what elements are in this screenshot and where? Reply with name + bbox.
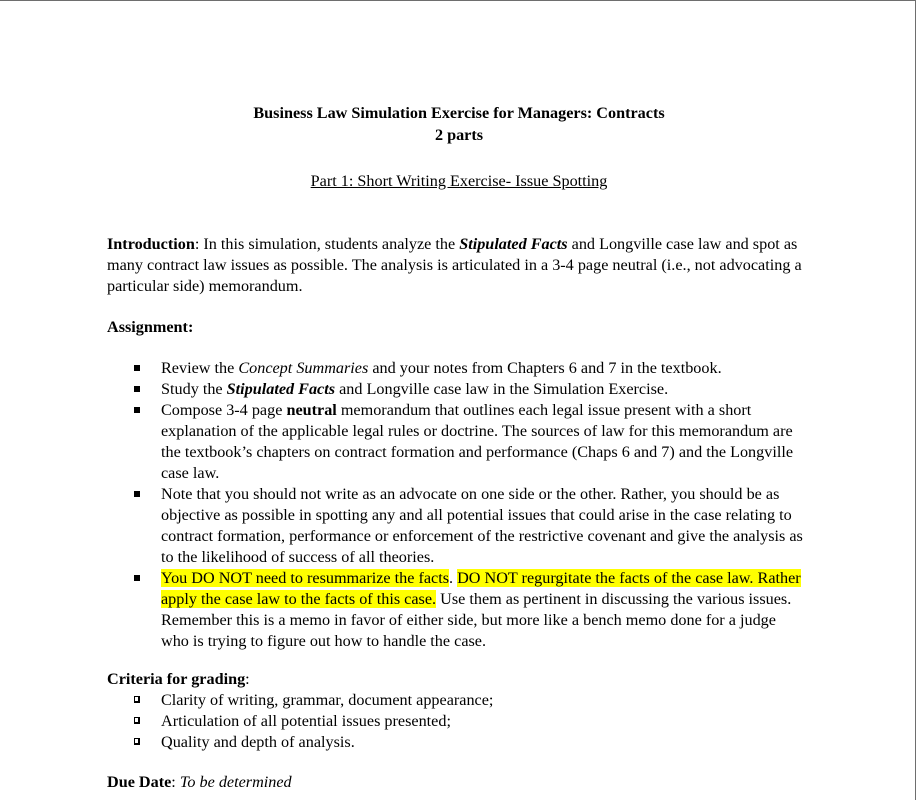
checkbox-bullet-icon — [134, 738, 140, 745]
list-item: Study the Stipulated Facts and Longville case law in the Simulation Exercise. — [107, 379, 807, 400]
checkbox-bullet-icon — [134, 717, 140, 724]
introduction-label: Introduction — [107, 235, 195, 253]
introduction-paragraph: Introduction: In this simulation, students analyze the Stipulated Facts and Longville case law and spot as many contract law issues as possible. The analysis is articulated in a 3-4 page neutral (i.e., not advocating a particular side) memorandum. — [107, 235, 802, 295]
stipulated-facts-emphasis: Stipulated Facts — [459, 235, 568, 253]
due-date: Due Date: To be determined — [107, 773, 292, 791]
highlighted-text: DO NOT regurgitate the facts of the case law. Rather apply the case law to the facts of this case. — [161, 569, 801, 608]
list-item: Articulation of all potential issues presented; — [107, 711, 807, 732]
due-date-label: Due Date — [107, 773, 172, 791]
bullet-icon — [134, 365, 140, 371]
document-title: Business Law Simulation Exercise for Managers: Contracts — [253, 104, 665, 122]
list-item: Review the Concept Summaries and your notes from Chapters 6 and 7 in the textbook. — [107, 358, 807, 379]
bullet-icon — [134, 491, 140, 497]
highlighted-text: You DO NOT need to resummarize the facts — [161, 569, 450, 587]
list-item: Note that you should not write as an advocate on one side or the other. Rather, you should be as objective as possible in spotting any and all potential issues that could arise in the case relating to contract formation, performance or enforcement of the restrictive covenant and give the analysis as to the likelihood of success of all theories. — [107, 484, 807, 568]
bullet-icon — [134, 575, 140, 581]
assignment-list — [107, 358, 807, 652]
list-item: You DO NOT need to resummarize the facts. DO NOT regurgitate the facts of the case law. Rather apply the case law to the facts of this case. Use them as pertinent in discussing the various issues. Remember this is a memo in favor of either side, but more like a bench memo done for a judge who is trying to figure out how to handle the case. — [107, 568, 807, 652]
list-item: Clarity of writing, grammar, document appearance; — [107, 690, 807, 711]
document-subtitle: 2 parts — [434, 126, 484, 144]
checkbox-bullet-icon — [134, 696, 140, 703]
list-item: Compose 3-4 page neutral memorandum that outlines each legal issue present with a short explanation of the applicable legal rules or doctrine. The sources of law for this memorandum are the textbook’s chapters on contract formation and performance (Chaps 6 and 7) and the Longville case law. — [107, 400, 807, 484]
list-item: Quality and depth of analysis. — [107, 732, 807, 753]
bullet-icon — [134, 407, 140, 413]
part-heading: Part 1: Short Writing Exercise- Issue Spotting — [310, 172, 608, 190]
assignment-heading: Assignment: — [107, 318, 194, 336]
criteria-list — [107, 690, 807, 753]
due-date-value: To be determined — [179, 773, 292, 791]
bullet-icon — [134, 386, 140, 392]
criteria-heading: Criteria for grading: — [107, 670, 250, 688]
